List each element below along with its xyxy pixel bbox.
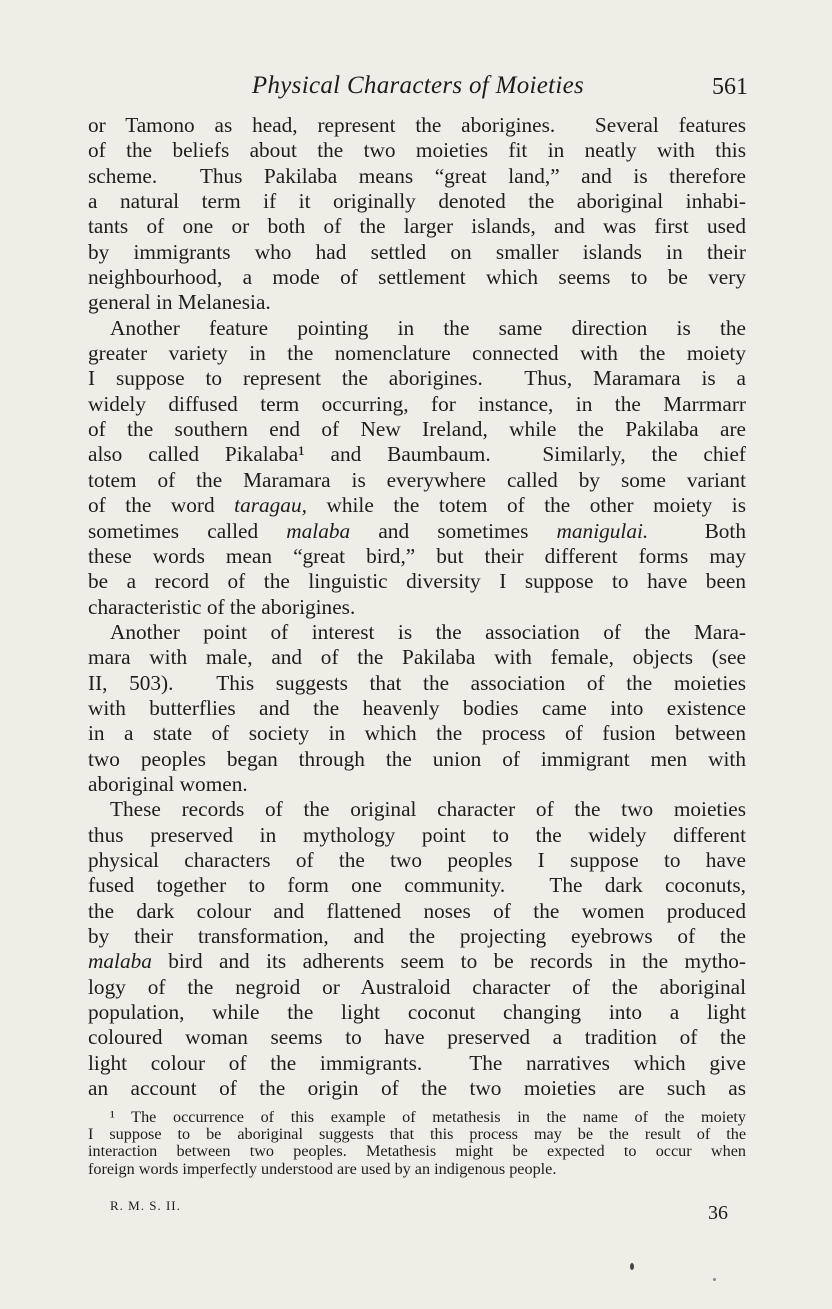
- text-line: [88, 417, 746, 442]
- signature-number: 36: [708, 1202, 728, 1224]
- text-segment: mara with male, and of the Pakilaba with female, objects (see: [88, 645, 746, 670]
- text-segment: a natural term if it originally denoted the aboriginal inhabi-: [88, 189, 746, 214]
- text-line: [88, 189, 746, 214]
- text-segment: two peoples began through the union of immigrant men with: [88, 746, 746, 771]
- running-title: Physical Characters of Moieties: [251, 72, 585, 99]
- text-line: [88, 747, 746, 772]
- text-line: [88, 138, 746, 163]
- footnote-line: I suppose to be aboriginal suggests that this process may be the result of the: [88, 1125, 746, 1144]
- text-line: [88, 519, 746, 544]
- text-segment: while the totem of the other moiety is: [306, 493, 746, 518]
- text-line: [88, 1076, 746, 1101]
- text-line: [88, 924, 746, 949]
- scan-speck: [713, 1278, 716, 1281]
- text-line: [88, 899, 746, 924]
- text-segment: Another feature pointing in the same direction is the: [110, 315, 746, 340]
- text-line: [88, 544, 746, 569]
- footnote-line: interaction between two peoples. Metathesis might be expected to occur when: [88, 1142, 746, 1161]
- text-segment: and sometimes: [350, 518, 557, 543]
- text-segment: an account of the origin of the two moieties are such as: [88, 1076, 746, 1101]
- scan-speck: [630, 1263, 634, 1270]
- text-segment: Another point of interest is the association of the Mara-: [110, 619, 746, 644]
- body-text: [88, 113, 746, 1101]
- text-segment: I suppose to represent the aborigines. Thus, Maramara is a: [88, 366, 746, 391]
- text-line: [88, 290, 746, 315]
- text-line: [88, 468, 746, 493]
- text-segment: these words mean “great bird,” but their different forms may: [88, 543, 746, 568]
- running-header: [88, 72, 748, 106]
- text-segment: by immigrants who had settled on smaller islands in their: [88, 239, 746, 264]
- text-segment: totem of the Maramara is everywhere called by some variant: [88, 467, 746, 492]
- text-segment: in a state of society in which the process of fusion between: [88, 721, 746, 746]
- text-line: [88, 848, 746, 873]
- italic-term: malaba: [88, 949, 152, 974]
- text-line: [88, 392, 746, 417]
- text-line: [88, 240, 746, 265]
- text-segment: tants of one or both of the larger islands, and was first used: [88, 214, 746, 239]
- text-segment: characteristic of the aborigines.: [88, 594, 356, 619]
- text-line: [88, 442, 746, 467]
- text-line: [88, 341, 746, 366]
- text-line: [88, 1000, 746, 1025]
- italic-term: manigulai.: [556, 518, 649, 543]
- text-line: [88, 1025, 746, 1050]
- footnote-line: foreign words imperfectly understood are used by an indigenous people.: [88, 1159, 557, 1178]
- text-line: [88, 772, 746, 797]
- text-segment: thus preserved in mythology point to the widely different: [88, 822, 746, 847]
- text-line: [88, 620, 746, 645]
- text-segment: be a record of the linguistic diversity I suppose to have been: [88, 569, 746, 594]
- text-line: [88, 366, 746, 391]
- text-line: [88, 645, 746, 670]
- italic-term: malaba: [286, 518, 351, 543]
- text-segment: widely diffused term occurring, for instance, in the Marrmarr: [88, 391, 746, 416]
- text-segment: by their transformation, and the projecting eyebrows of the: [88, 924, 746, 948]
- page-number: 561: [712, 74, 748, 100]
- text-segment: physical characters of the two peoples I suppose to have: [88, 847, 746, 872]
- text-segment: aboriginal women.: [88, 771, 248, 796]
- text-segment: bird and its adherents seem to be records in the mytho-: [151, 949, 746, 974]
- text-line: [88, 113, 746, 138]
- text-segment: light colour of the immigrants. The narratives which give: [88, 1050, 746, 1075]
- signature-mark: R. M. S. II.: [110, 1198, 181, 1213]
- italic-term: taragau,: [234, 493, 307, 518]
- text-segment: of the word: [88, 493, 235, 518]
- text-line: [88, 721, 746, 746]
- footnotes: [88, 1109, 746, 1178]
- text-segment: logy of the negroid or Australoid character of the aboriginal: [88, 974, 746, 999]
- text-line: [88, 671, 746, 696]
- text-segment: of the southern end of New Ireland, while the Pakilaba are: [88, 417, 746, 442]
- text-segment: II, 503). This suggests that the association of the moieties: [88, 670, 746, 695]
- text-line: [88, 1051, 746, 1076]
- text-line: [88, 975, 746, 1000]
- text-segment: population, while the light coconut changing into a light: [88, 1000, 746, 1025]
- text-segment: neighbourhood, a mode of settlement which seems to be very: [88, 265, 746, 290]
- text-line: [88, 696, 746, 721]
- text-segment: with butterflies and the heavenly bodies came into existence: [88, 695, 746, 720]
- text-line: [88, 797, 746, 822]
- text-segment: sometimes called: [88, 518, 287, 543]
- text-segment: of the beliefs about the two moieties fit in neatly with this: [88, 138, 746, 163]
- text-line: [88, 493, 746, 518]
- text-segment: greater variety in the nomenclature connected with the moiety: [88, 341, 746, 366]
- text-segment: coloured woman seems to have preserved a tradition of the: [88, 1025, 746, 1050]
- text-segment: Both: [648, 518, 746, 543]
- text-line: [88, 569, 746, 594]
- text-line: [88, 214, 746, 239]
- text-line: [88, 164, 746, 189]
- text-segment: fused together to form one community. The dark coconuts,: [88, 873, 746, 898]
- text-segment: general in Melanesia.: [88, 290, 271, 315]
- text-segment: scheme. Thus Pakilaba means “great land,” and is therefore: [88, 163, 746, 188]
- text-segment: or Tamono as head, represent the aborigines. Several features: [88, 113, 746, 137]
- text-segment: These records of the original character of the two moieties: [110, 797, 746, 822]
- text-segment: the dark colour and flattened noses of the women produced: [88, 898, 746, 923]
- text-line: [88, 265, 746, 290]
- text-segment: also called Pikalaba¹ and Baumbaum. Similarly, the chief: [88, 442, 746, 467]
- text-line: [88, 595, 746, 620]
- text-line: [88, 873, 746, 898]
- text-line: [88, 823, 746, 848]
- footnote-line: ¹ The occurrence of this example of metathesis in the name of the moiety: [110, 1108, 746, 1126]
- text-line: [88, 949, 746, 974]
- text-line: [88, 316, 746, 341]
